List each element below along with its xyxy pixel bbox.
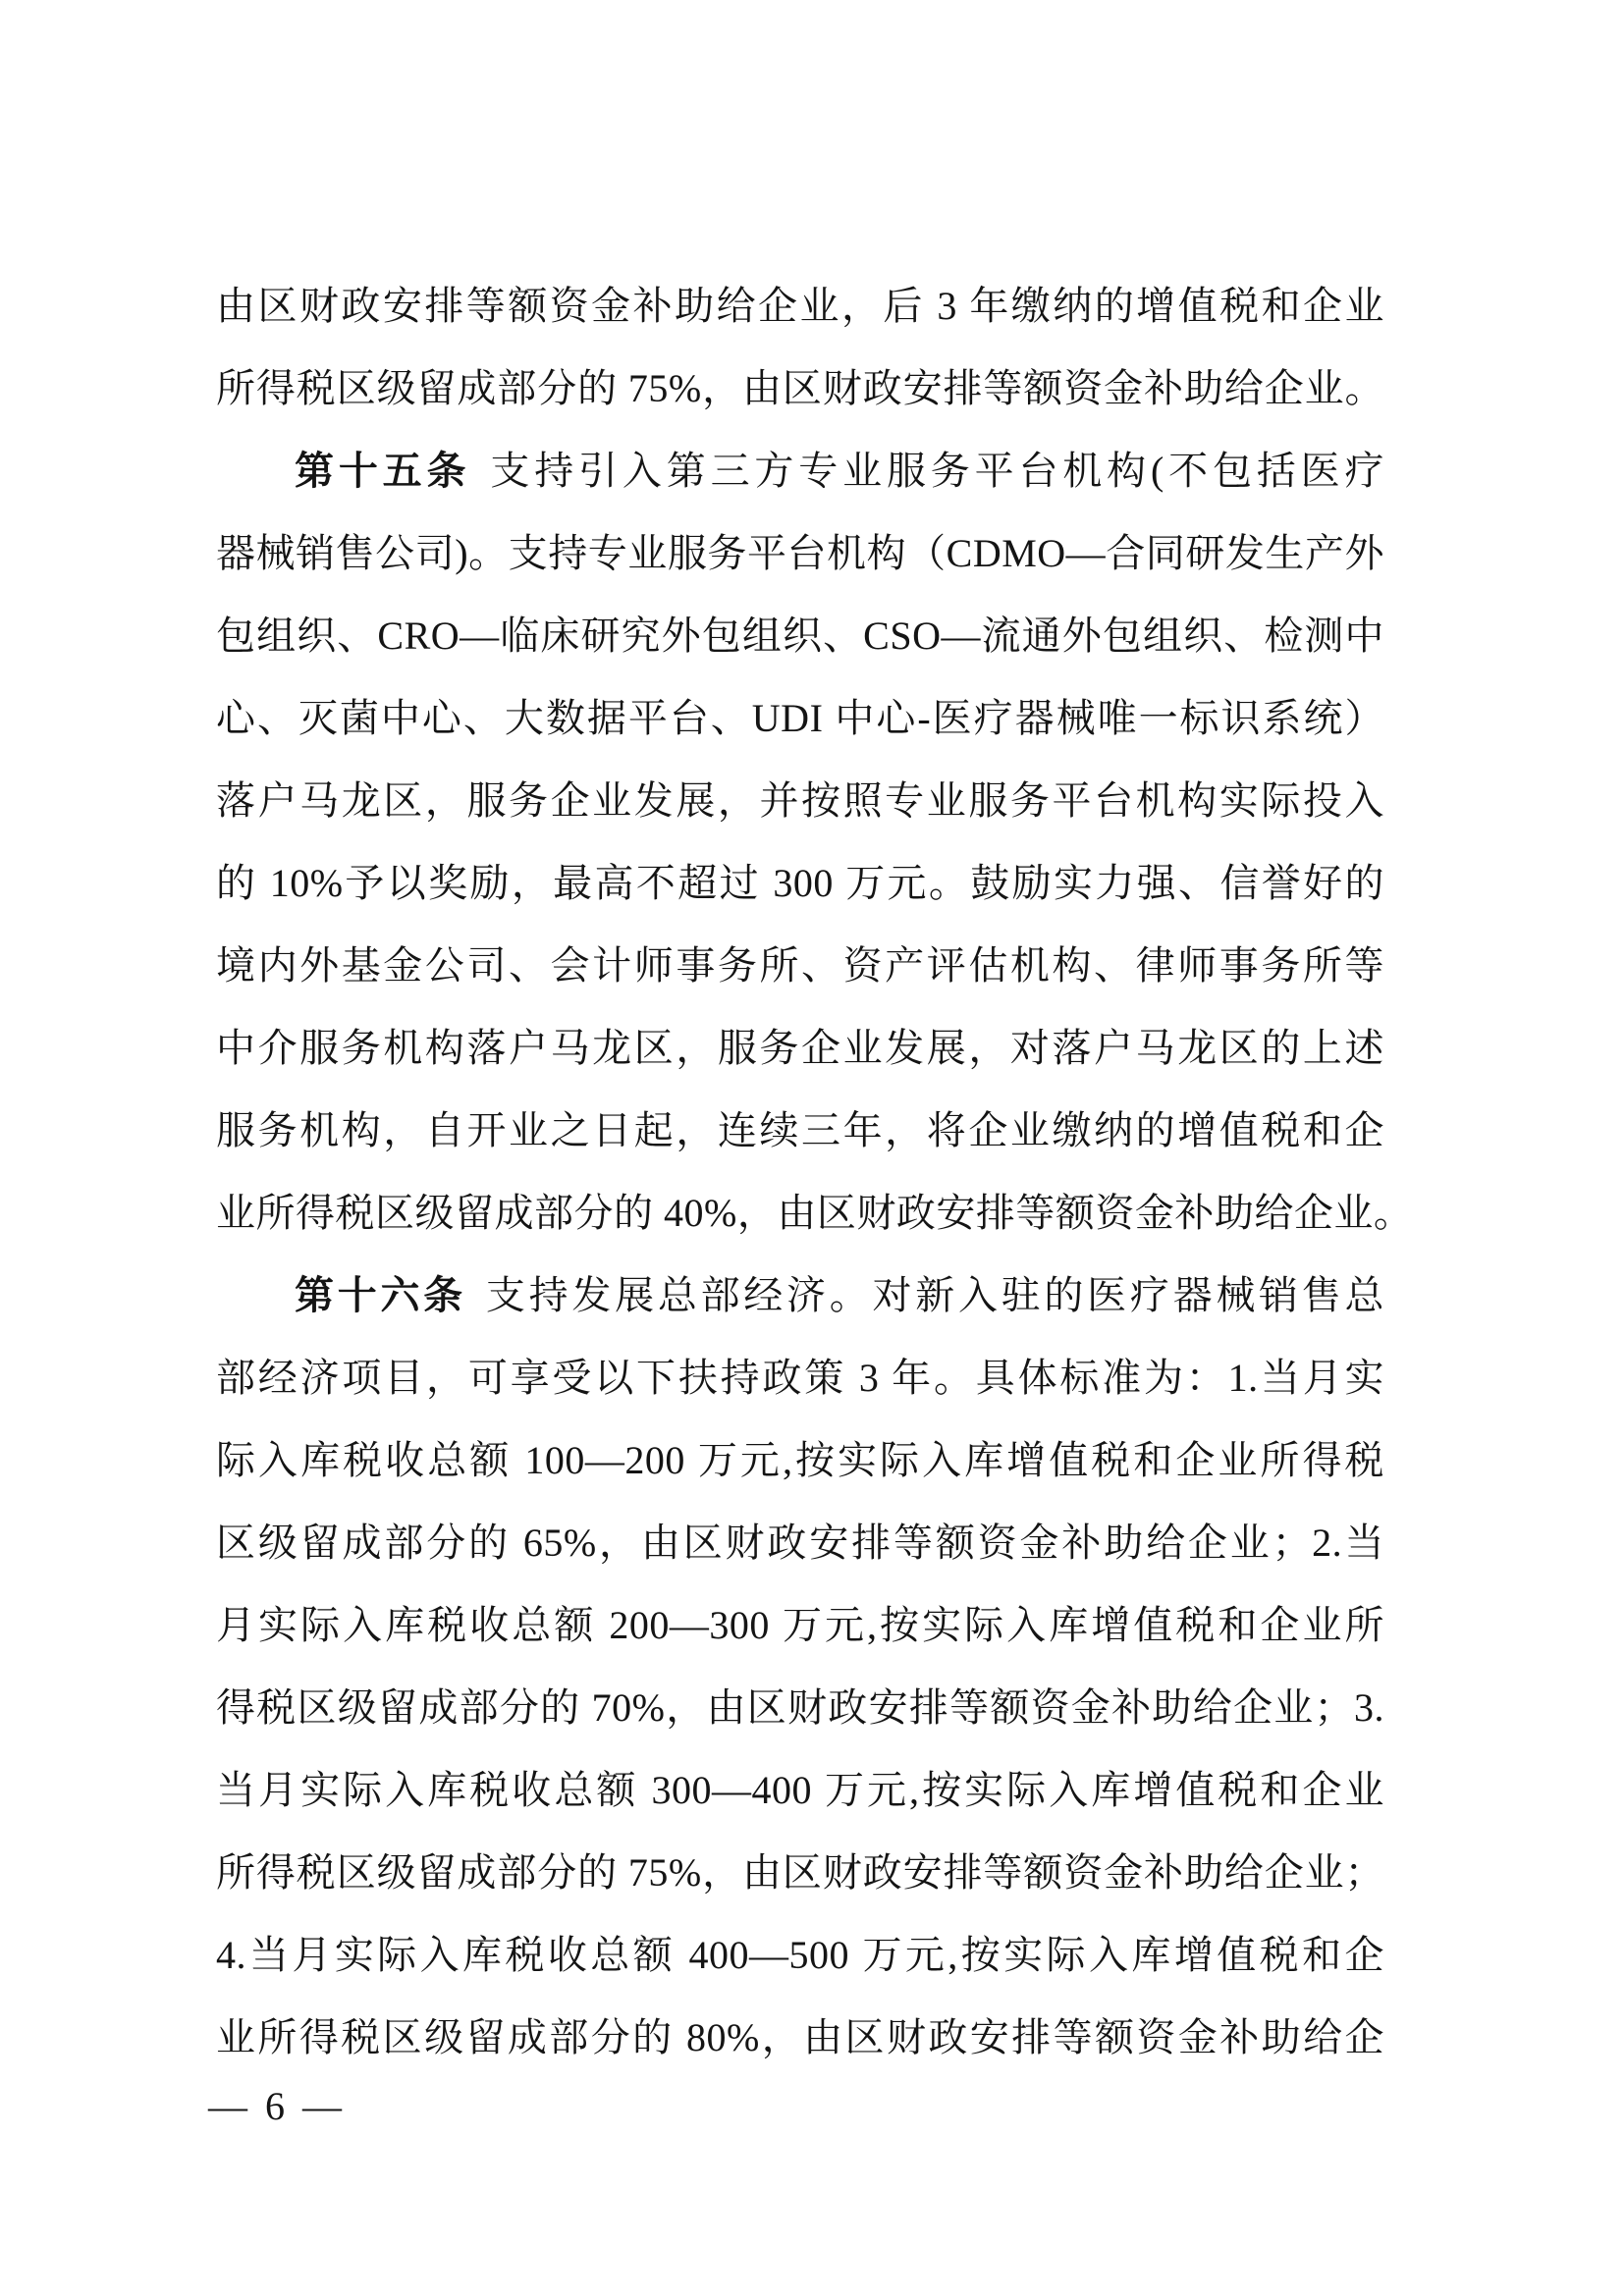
line-text: 由区财政安排等额资金补助给企业，后 3 年缴纳的增值税和企业 <box>216 284 1384 328</box>
line-text: 中介服务机构落户马龙区，服务企业发展，对落户马龙区的上述 <box>216 1026 1384 1070</box>
line-text: 所得税区级留成部分的 75%，由区财政安排等额资金补助给企业； <box>216 1850 1384 1895</box>
text-line <box>216 677 1384 760</box>
line-text: 得税区级留成部分的 70%，由区财政安排等额资金补助给企业；3. <box>216 1685 1384 1730</box>
text-line-article-16 <box>216 1255 1384 1337</box>
page-number: — 6 — <box>208 2084 346 2128</box>
text-line <box>216 1007 1384 1090</box>
line-text: 落户马龙区，服务企业发展，并按照专业服务平台机构实际投入 <box>216 778 1384 823</box>
text-line <box>216 512 1384 595</box>
text-line <box>216 1749 1384 1832</box>
text-line <box>216 1832 1384 1914</box>
document-body <box>216 265 1414 2079</box>
line-text: 的 10%予以奖励，最高不超过 300 万元。鼓励实力强、信誉好的 <box>216 861 1384 905</box>
line-text: 月实际入库税收总额 200—300 万元,按实际入库增值税和企业所 <box>216 1603 1384 1647</box>
line-text: 际入库税收总额 100—200 万元,按实际入库增值税和企业所得税 <box>216 1438 1384 1482</box>
article-15-number: 第十五条 <box>295 450 471 493</box>
line-text: 支持引入第三方专业服务平台机构(不包括医疗 <box>490 449 1385 493</box>
text-line-article-15 <box>216 430 1384 512</box>
article-16-number: 第十六条 <box>295 1274 466 1317</box>
text-line <box>216 1997 1384 2079</box>
line-text: 包组织、CRO—临床研究外包组织、CSO—流通外包组织、检测中 <box>216 614 1384 658</box>
text-line <box>216 1337 1384 1419</box>
text-line <box>216 265 1384 347</box>
line-text: 所得税区级留成部分的 75%，由区财政安排等额资金补助给企业。 <box>216 366 1384 410</box>
text-line <box>216 925 1384 1007</box>
text-line <box>216 1584 1384 1667</box>
text-line <box>216 1090 1384 1172</box>
text-line <box>216 1419 1384 1502</box>
line-text: 器械销售公司)。支持专业服务平台机构（CDMO—合同研发生产外 <box>216 531 1384 575</box>
text-line <box>216 595 1384 677</box>
line-text: 支持发展总部经济。对新入驻的医疗器械销售总 <box>485 1273 1385 1317</box>
text-line <box>216 1172 1414 1255</box>
line-text: 服务机构，自开业之日起，连续三年，将企业缴纳的增值税和企 <box>216 1108 1384 1152</box>
text-line <box>216 1914 1384 1997</box>
line-text: 心、灭菌中心、大数据平台、UDI 中心-医疗器械唯一标识系统） <box>216 696 1384 740</box>
line-text: 业所得税区级留成部分的 80%，由区财政安排等额资金补助给企 <box>216 2015 1384 2059</box>
line-text: 业所得税区级留成部分的 40%，由区财政安排等额资金补助给企业。 <box>216 1191 1414 1235</box>
line-text: 当月实际入库税收总额 300—400 万元,按实际入库增值税和企业 <box>216 1768 1384 1812</box>
line-text: 境内外基金公司、会计师事务所、资产评估机构、律师事务所等 <box>216 943 1384 988</box>
line-text: 部经济项目，可享受以下扶持政策 3 年。具体标准为：1.当月实 <box>216 1356 1384 1400</box>
text-line <box>216 760 1384 842</box>
text-line <box>216 347 1384 430</box>
line-text: 4.当月实际入库税收总额 400—500 万元,按实际入库增值税和企 <box>216 1933 1384 1977</box>
text-line <box>216 1667 1384 1749</box>
text-line <box>216 842 1384 925</box>
text-line <box>216 1502 1384 1584</box>
line-text: 区级留成部分的 65%，由区财政安排等额资金补助给企业；2.当 <box>216 1521 1384 1565</box>
